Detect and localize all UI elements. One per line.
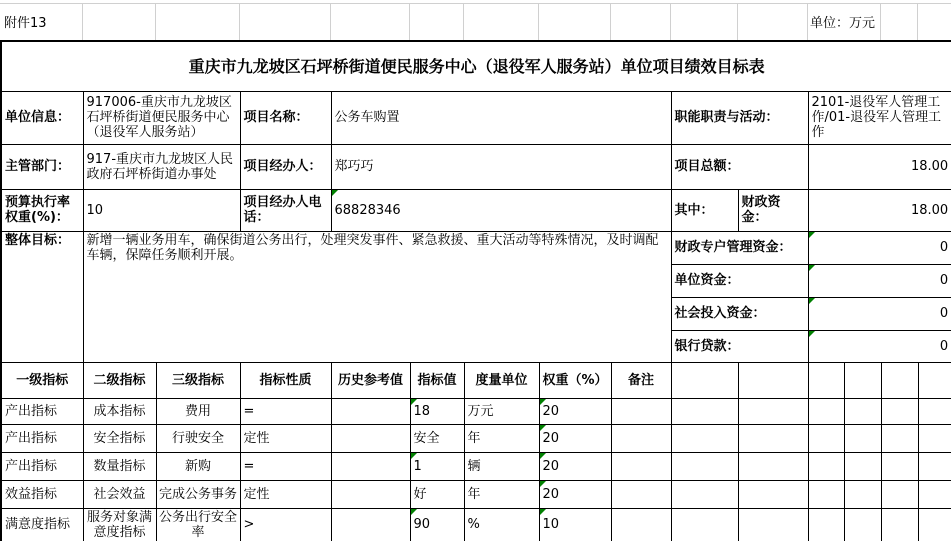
- phone-value: 68828346: [334, 202, 401, 218]
- unit-info-value-cell[interactable]: 917006-重庆市九龙坡区石坪桥街道便民服务中心（退役军人服务站）: [83, 91, 240, 144]
- indicator-note[interactable]: [611, 452, 671, 480]
- dept-label-cell[interactable]: 主管部门：: [1, 144, 83, 189]
- empty-cell[interactable]: [671, 452, 738, 480]
- empty-cell[interactable]: [881, 452, 918, 480]
- overall-goal-value-cell[interactable]: 新增一辆业务用车，确保街道公务出行，处理突发事件、紧急救援、重大活动等特殊情况，及时调配车辆，保障任务顺利开展。: [83, 231, 671, 362]
- header-nature[interactable]: 指标性质: [240, 362, 331, 398]
- header-weight[interactable]: 权重（%）: [539, 362, 611, 398]
- indicator-note[interactable]: [611, 398, 671, 424]
- empty-cell[interactable]: [738, 398, 808, 424]
- table-title[interactable]: 重庆市九龙坡区石坪桥街道便民服务中心（退役军人服务站）单位项目绩效目标表: [1, 41, 951, 91]
- indicator-level2[interactable]: 安全指标: [83, 424, 156, 452]
- indicator-level3[interactable]: 完成公务事务: [156, 480, 240, 508]
- top-grid-vline: [670, 3, 671, 40]
- top-grid-vline: [880, 3, 881, 40]
- indicator-history[interactable]: [331, 480, 410, 508]
- fiscal-value-cell[interactable]: 18.00: [808, 189, 951, 231]
- phone-label-cell[interactable]: 项目经办人电话：: [240, 189, 331, 231]
- empty-cell[interactable]: [844, 362, 881, 398]
- dept-value-cell[interactable]: 917-重庆市九龙坡区人民政府石坪桥街道办事处: [83, 144, 240, 189]
- header-level1[interactable]: 一级指标: [1, 362, 83, 398]
- header-level3[interactable]: 三级指标: [156, 362, 240, 398]
- indicator-weight[interactable]: [539, 508, 611, 541]
- indicator-history[interactable]: [331, 452, 410, 480]
- top-grid-vline: [807, 3, 808, 40]
- unit-fund-label-cell[interactable]: 单位资金：: [671, 264, 808, 297]
- text-number-flag-icon: [411, 453, 417, 459]
- empty-cell[interactable]: [808, 480, 844, 508]
- indicator-weight-text: 10: [542, 517, 560, 532]
- text-number-flag-icon: [540, 481, 546, 487]
- indicator-value[interactable]: 好: [410, 480, 464, 508]
- indicator-level2[interactable]: 成本指标: [83, 398, 156, 424]
- indicator-unit[interactable]: %: [464, 508, 539, 541]
- indicator-level3[interactable]: 费用: [156, 398, 240, 424]
- empty-cell[interactable]: [738, 362, 808, 398]
- empty-cell[interactable]: [671, 362, 738, 398]
- text-number-flag-icon: [540, 425, 546, 431]
- empty-cell[interactable]: [881, 362, 918, 398]
- indicator-nature[interactable]: 定性: [240, 424, 331, 452]
- top-grid-vline: [538, 3, 539, 40]
- empty-cell[interactable]: [671, 508, 738, 541]
- empty-cell[interactable]: [918, 424, 951, 452]
- fiscal-special-label-cell[interactable]: 财政专户管理资金：: [671, 231, 808, 264]
- empty-cell[interactable]: [918, 508, 951, 541]
- text-number-flag-icon: [809, 298, 815, 304]
- text-number-flag-icon: [809, 232, 815, 238]
- top-grid-vline: [409, 3, 410, 40]
- indicator-level1[interactable]: 产出指标: [1, 424, 83, 452]
- text-number-flag-icon: [540, 453, 546, 459]
- empty-cell[interactable]: [738, 508, 808, 541]
- indicator-value-text: 90: [413, 517, 431, 532]
- empty-cell[interactable]: [671, 398, 738, 424]
- empty-cell[interactable]: [808, 398, 844, 424]
- attachment-label: 附件13: [4, 16, 47, 31]
- budget-rate-label-cell[interactable]: 预算执行率权重(%)：: [1, 189, 83, 231]
- social-fund-value: 0: [939, 306, 949, 321]
- empty-cell[interactable]: [918, 398, 951, 424]
- indicator-note[interactable]: [611, 508, 671, 541]
- duty-label-cell[interactable]: 职能职责与活动：: [671, 91, 808, 144]
- phone-value-cell[interactable]: [331, 189, 671, 231]
- empty-cell[interactable]: [808, 424, 844, 452]
- indicator-unit[interactable]: 年: [464, 480, 539, 508]
- top-grid-hline: [0, 3, 951, 4]
- indicator-level1[interactable]: 产出指标: [1, 452, 83, 480]
- project-name-value-cell[interactable]: 公务车购置: [331, 91, 671, 144]
- indicator-note[interactable]: [611, 480, 671, 508]
- empty-cell[interactable]: [738, 480, 808, 508]
- indicator-level1[interactable]: 效益指标: [1, 480, 83, 508]
- indicator-value[interactable]: 安全: [410, 424, 464, 452]
- empty-cell[interactable]: [918, 480, 951, 508]
- header-value[interactable]: 指标值: [410, 362, 464, 398]
- header-note[interactable]: 备注: [611, 362, 671, 398]
- empty-cell[interactable]: [844, 480, 881, 508]
- top-grid-vline: [330, 3, 331, 40]
- indicator-weight-text: 20: [542, 458, 560, 474]
- indicator-weight-text: 20: [542, 403, 560, 419]
- bank-loan-value-cell[interactable]: [808, 330, 951, 362]
- top-grid-vline: [239, 3, 240, 40]
- fiscal-special-value-cell[interactable]: [808, 231, 951, 264]
- indicator-level2[interactable]: 社会效益: [83, 480, 156, 508]
- empty-cell[interactable]: [671, 424, 738, 452]
- indicator-nature[interactable]: =: [240, 398, 331, 424]
- empty-cell[interactable]: [808, 508, 844, 541]
- empty-cell[interactable]: [808, 362, 844, 398]
- indicator-history[interactable]: [331, 424, 410, 452]
- empty-cell[interactable]: [844, 398, 881, 424]
- empty-cell[interactable]: [844, 452, 881, 480]
- bank-loan-label-cell[interactable]: 银行贷款：: [671, 330, 808, 362]
- top-grid-vline: [463, 3, 464, 40]
- empty-cell[interactable]: [844, 424, 881, 452]
- empty-cell[interactable]: [844, 508, 881, 541]
- total-value-cell[interactable]: 18.00: [808, 144, 951, 189]
- text-number-flag-icon: [411, 399, 417, 405]
- empty-cell[interactable]: [881, 424, 918, 452]
- bank-loan-value: 0: [939, 338, 949, 354]
- indicator-weight[interactable]: [539, 452, 611, 480]
- indicator-nature[interactable]: >: [240, 508, 331, 541]
- budget-rate-value-cell[interactable]: 10: [83, 189, 240, 231]
- indicator-level1[interactable]: 产出指标: [1, 398, 83, 424]
- indicator-level3[interactable]: 公务出行安全率: [156, 508, 240, 541]
- indicator-level1[interactable]: 满意度指标: [1, 508, 83, 541]
- header-unit[interactable]: 度量单位: [464, 362, 539, 398]
- handler-value-cell[interactable]: 郑巧巧: [331, 144, 671, 189]
- indicator-weight[interactable]: [539, 424, 611, 452]
- indicator-level2[interactable]: 服务对象满意度指标: [83, 508, 156, 541]
- fiscal-special-value: 0: [939, 240, 949, 255]
- indicator-unit[interactable]: 万元: [464, 398, 539, 424]
- among-label-cell[interactable]: 其中：: [671, 189, 738, 231]
- top-grid-vline: [917, 3, 918, 40]
- indicator-unit[interactable]: 辆: [464, 452, 539, 480]
- text-number-flag-icon: [411, 509, 417, 515]
- indicator-value[interactable]: [410, 508, 464, 541]
- empty-cell[interactable]: [918, 362, 951, 398]
- text-number-flag-icon: [540, 399, 546, 405]
- project-name-label-cell[interactable]: 项目名称：: [240, 91, 331, 144]
- total-label-cell[interactable]: 项目总额：: [671, 144, 808, 189]
- text-number-flag-icon: [809, 331, 815, 337]
- text-number-flag-icon: [809, 265, 815, 271]
- text-number-flag-icon: [540, 509, 546, 515]
- indicator-value[interactable]: [410, 398, 464, 424]
- indicator-history[interactable]: [331, 508, 410, 541]
- social-fund-label-cell[interactable]: 社会投入资金：: [671, 297, 808, 330]
- header-level2[interactable]: 二级指标: [83, 362, 156, 398]
- handler-label-cell[interactable]: 项目经办人：: [240, 144, 331, 189]
- top-grid-vline: [737, 3, 738, 40]
- unit-fund-value: 0: [939, 273, 949, 288]
- indicator-level3[interactable]: 行驶安全: [156, 424, 240, 452]
- indicator-level3[interactable]: 新购: [156, 452, 240, 480]
- unit-info-label-cell[interactable]: 单位信息：: [1, 91, 83, 144]
- empty-cell[interactable]: [918, 452, 951, 480]
- social-fund-value-cell[interactable]: [808, 297, 951, 330]
- empty-cell[interactable]: [881, 508, 918, 541]
- top-grid-vline: [610, 3, 611, 40]
- indicator-weight-text: 20: [542, 486, 560, 502]
- indicator-nature[interactable]: =: [240, 452, 331, 480]
- performance-target-table: [0, 40, 951, 541]
- top-grid-vline: [155, 3, 156, 40]
- overall-goal-label-cell[interactable]: 整体目标：: [1, 231, 83, 362]
- empty-cell[interactable]: [881, 480, 918, 508]
- indicator-unit[interactable]: 年: [464, 424, 539, 452]
- empty-cell[interactable]: [738, 424, 808, 452]
- unit-fund-value-cell[interactable]: [808, 264, 951, 297]
- indicator-nature[interactable]: 定性: [240, 480, 331, 508]
- empty-cell[interactable]: [808, 452, 844, 480]
- empty-cell[interactable]: [738, 452, 808, 480]
- indicator-value-text: 1: [413, 458, 422, 474]
- indicator-weight[interactable]: [539, 398, 611, 424]
- indicator-value-text: 18: [413, 403, 431, 419]
- fiscal-label-cell[interactable]: 财政资金：: [738, 189, 808, 231]
- unit-note-label: 单位：万元: [810, 16, 876, 31]
- header-history[interactable]: 历史参考值: [331, 362, 410, 398]
- indicator-level2[interactable]: 数量指标: [83, 452, 156, 480]
- indicator-weight[interactable]: [539, 480, 611, 508]
- top-grid-vline: [82, 3, 83, 40]
- empty-cell[interactable]: [881, 398, 918, 424]
- indicator-note[interactable]: [611, 424, 671, 452]
- text-number-flag-icon: [332, 190, 338, 196]
- indicator-value[interactable]: [410, 452, 464, 480]
- indicator-weight-text: 20: [542, 430, 560, 446]
- empty-cell[interactable]: [671, 480, 738, 508]
- indicator-history[interactable]: [331, 398, 410, 424]
- duty-value-cell[interactable]: 2101-退役军人管理工作/01-退役军人管理工作: [808, 91, 951, 144]
